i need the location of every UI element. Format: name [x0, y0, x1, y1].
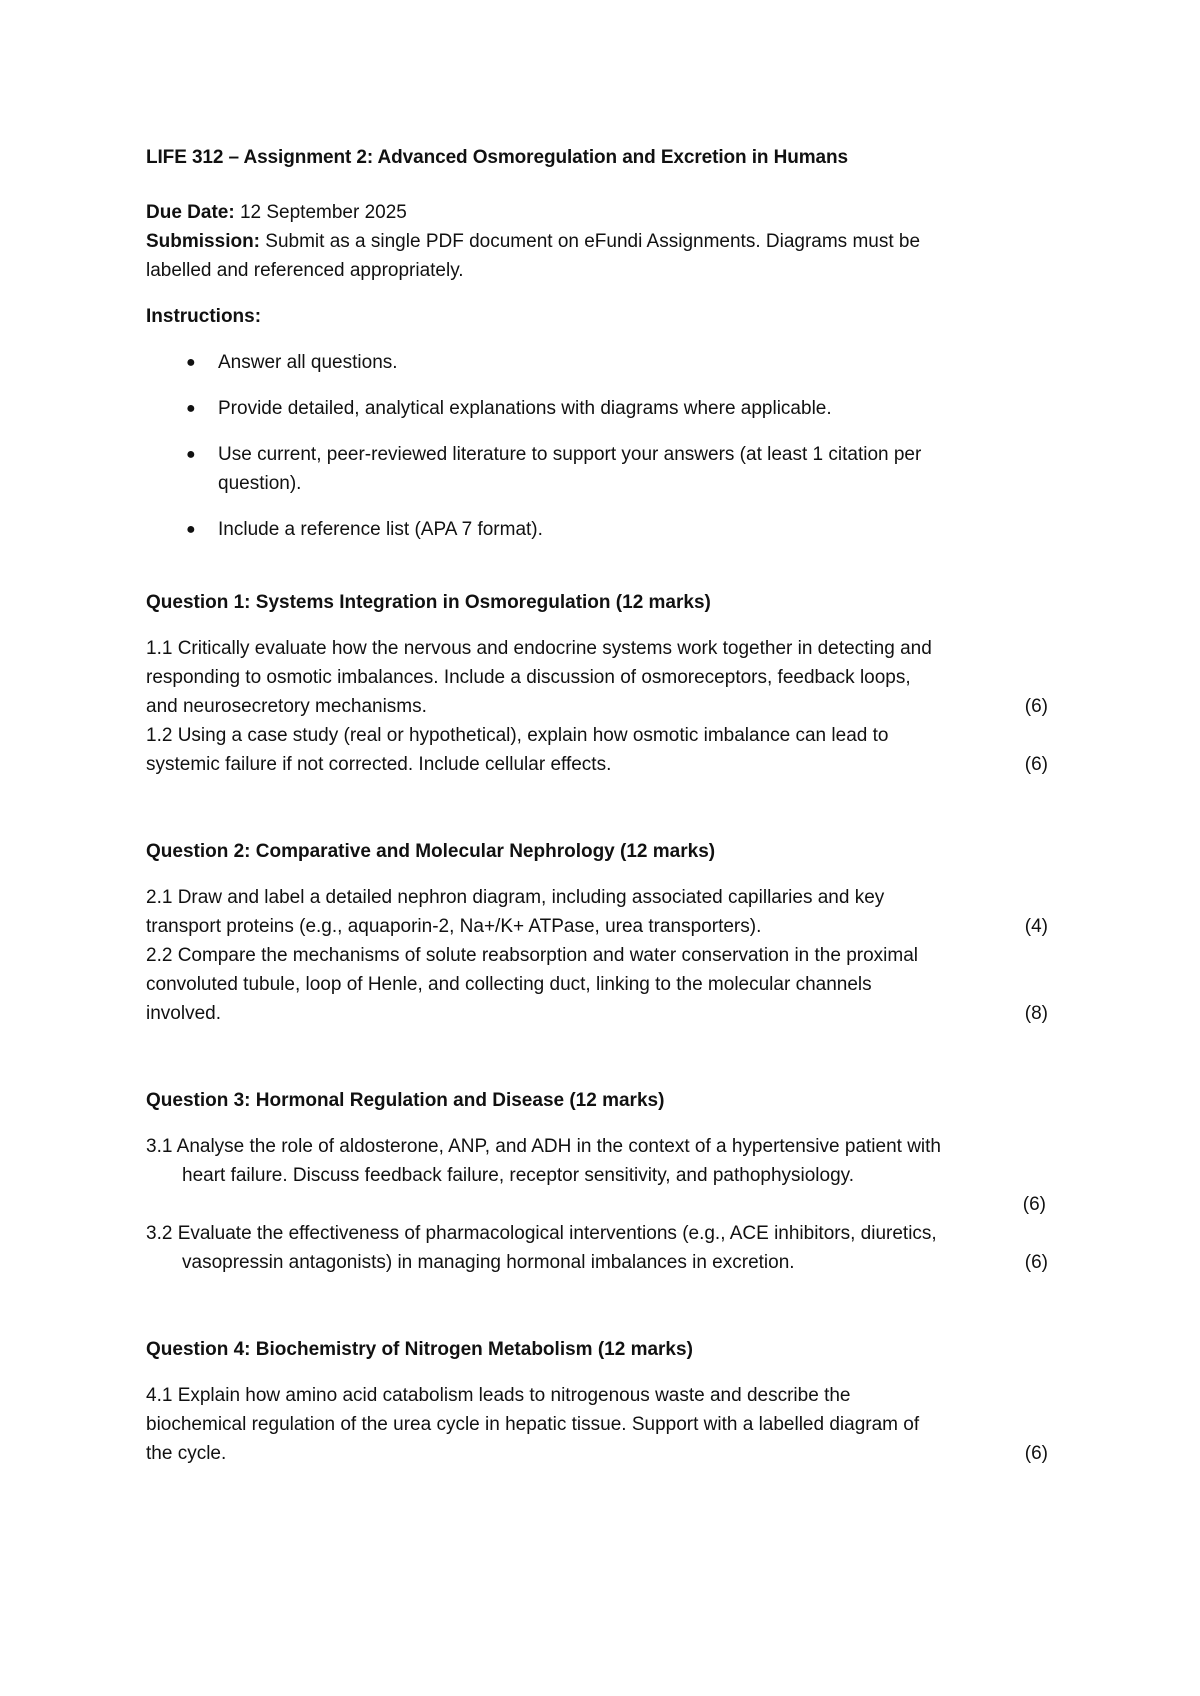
instruction-item: [146, 515, 1046, 544]
meta-block: [146, 198, 1046, 285]
question-item-1-1: [146, 634, 1046, 721]
instruction-text: Use current, peer-reviewed literature to support your answers (at least 1 citation per: [218, 444, 922, 465]
item-text: convoluted tubule, loop of Henle, and collecting duct, linking to the molecular channels: [146, 974, 872, 995]
item-text: 2.1 Draw and label a detailed nephron diagram, including associated capillaries and key: [146, 887, 885, 908]
question-item-2-2: [146, 941, 1046, 1028]
question-item-1-2: [146, 721, 1046, 779]
assignment-page: [146, 143, 1046, 1468]
question-heading: Question 4: Biochemistry of Nitrogen Metabolism (12 marks): [146, 1339, 693, 1360]
item-text: involved.: [146, 1003, 221, 1024]
submission-text-line-1: Submit as a single PDF document on eFundi Assignments. Diagrams must be: [260, 231, 921, 252]
submission: [146, 227, 1046, 256]
question-item-2-1: [146, 883, 1046, 941]
item-text: biochemical regulation of the urea cycle in hepatic tissue. Support with a labelled diagram of: [146, 1414, 920, 1435]
instruction-text: question).: [218, 473, 302, 494]
question-4: [146, 1335, 1046, 1468]
marks: (4): [1024, 916, 1048, 937]
item-text: 4.1 Explain how amino acid catabolism leads to nitrogenous waste and describe the: [146, 1385, 851, 1406]
question-item-3-1: [146, 1132, 1046, 1219]
question-item-4-1: [146, 1381, 1046, 1468]
question-heading: Question 1: Systems Integration in Osmoregulation (12 marks): [146, 592, 711, 613]
item-text: and neurosecretory mechanisms.: [146, 696, 427, 717]
document-title: LIFE 312 – Assignment 2: Advanced Osmoregulation and Excretion in Humans: [146, 147, 848, 168]
question-item-3-2: [146, 1219, 1046, 1277]
question-items: [146, 883, 1046, 1028]
question-2: [146, 837, 1046, 1028]
marks: (6): [1022, 1194, 1046, 1215]
submission-label: Submission:: [146, 231, 261, 252]
marks: (6): [1024, 696, 1048, 717]
marks: (6): [1024, 1443, 1048, 1464]
instruction-text: Provide detailed, analytical explanations with diagrams where applicable.: [218, 398, 832, 419]
question-3: [146, 1086, 1046, 1277]
item-text: transport proteins (e.g., aquaporin-2, Na+/K+ ATPase, urea transporters).: [146, 916, 762, 937]
marks: (6): [1024, 1252, 1048, 1273]
question-items: [146, 1381, 1046, 1468]
marks: (6): [1024, 754, 1048, 775]
instruction-item: [146, 440, 1046, 498]
instruction-text: Include a reference list (APA 7 format).: [218, 519, 543, 540]
item-text: systemic failure if not corrected. Include cellular effects.: [146, 754, 612, 775]
question-heading: Question 3: Hormonal Regulation and Disease (12 marks): [146, 1090, 665, 1111]
question-1: [146, 588, 1046, 779]
instruction-item: [146, 348, 1046, 377]
instructions-list: [146, 348, 1046, 544]
marks: (8): [1024, 1003, 1048, 1024]
due-date-label: Due Date:: [146, 202, 235, 223]
item-text: 1.2 Using a case study (real or hypothetical), explain how osmotic imbalance can lead to: [146, 725, 889, 746]
question-items: [146, 634, 1046, 779]
due-date: [146, 198, 1046, 227]
item-text: vasopressin antagonists) in managing hormonal imbalances in excretion.: [182, 1252, 795, 1273]
item-text: heart failure. Discuss feedback failure, receptor sensitivity, and pathophysiology.: [182, 1165, 855, 1186]
bullet-icon: ●: [186, 521, 196, 538]
item-text: 3.1 Analyse the role of aldosterone, ANP, and ADH in the context of a hypertensive patient with: [146, 1136, 941, 1157]
bullet-icon: ●: [186, 400, 196, 417]
bullet-icon: ●: [186, 446, 196, 463]
item-text: 2.2 Compare the mechanisms of solute reabsorption and water conservation in the proximal: [146, 945, 919, 966]
question-items: [146, 1132, 1046, 1277]
item-text: 1.1 Critically evaluate how the nervous and endocrine systems work together in detecting and: [146, 638, 932, 659]
question-heading: Question 2: Comparative and Molecular Nephrology (12 marks): [146, 841, 716, 862]
item-text: responding to osmotic imbalances. Include a discussion of osmoreceptors, feedback loops,: [146, 667, 911, 688]
instruction-text: Answer all questions.: [218, 352, 398, 373]
due-date-value: 12 September 2025: [234, 202, 407, 223]
bullet-icon: ●: [186, 354, 196, 371]
item-text: 3.2 Evaluate the effectiveness of pharmacological interventions (e.g., ACE inhibitors, diuretics,: [146, 1223, 937, 1244]
instruction-item: [146, 394, 1046, 423]
submission-text-line-2: labelled and referenced appropriately.: [146, 260, 464, 281]
item-text: the cycle.: [146, 1443, 227, 1464]
instructions-heading: Instructions:: [146, 306, 262, 327]
